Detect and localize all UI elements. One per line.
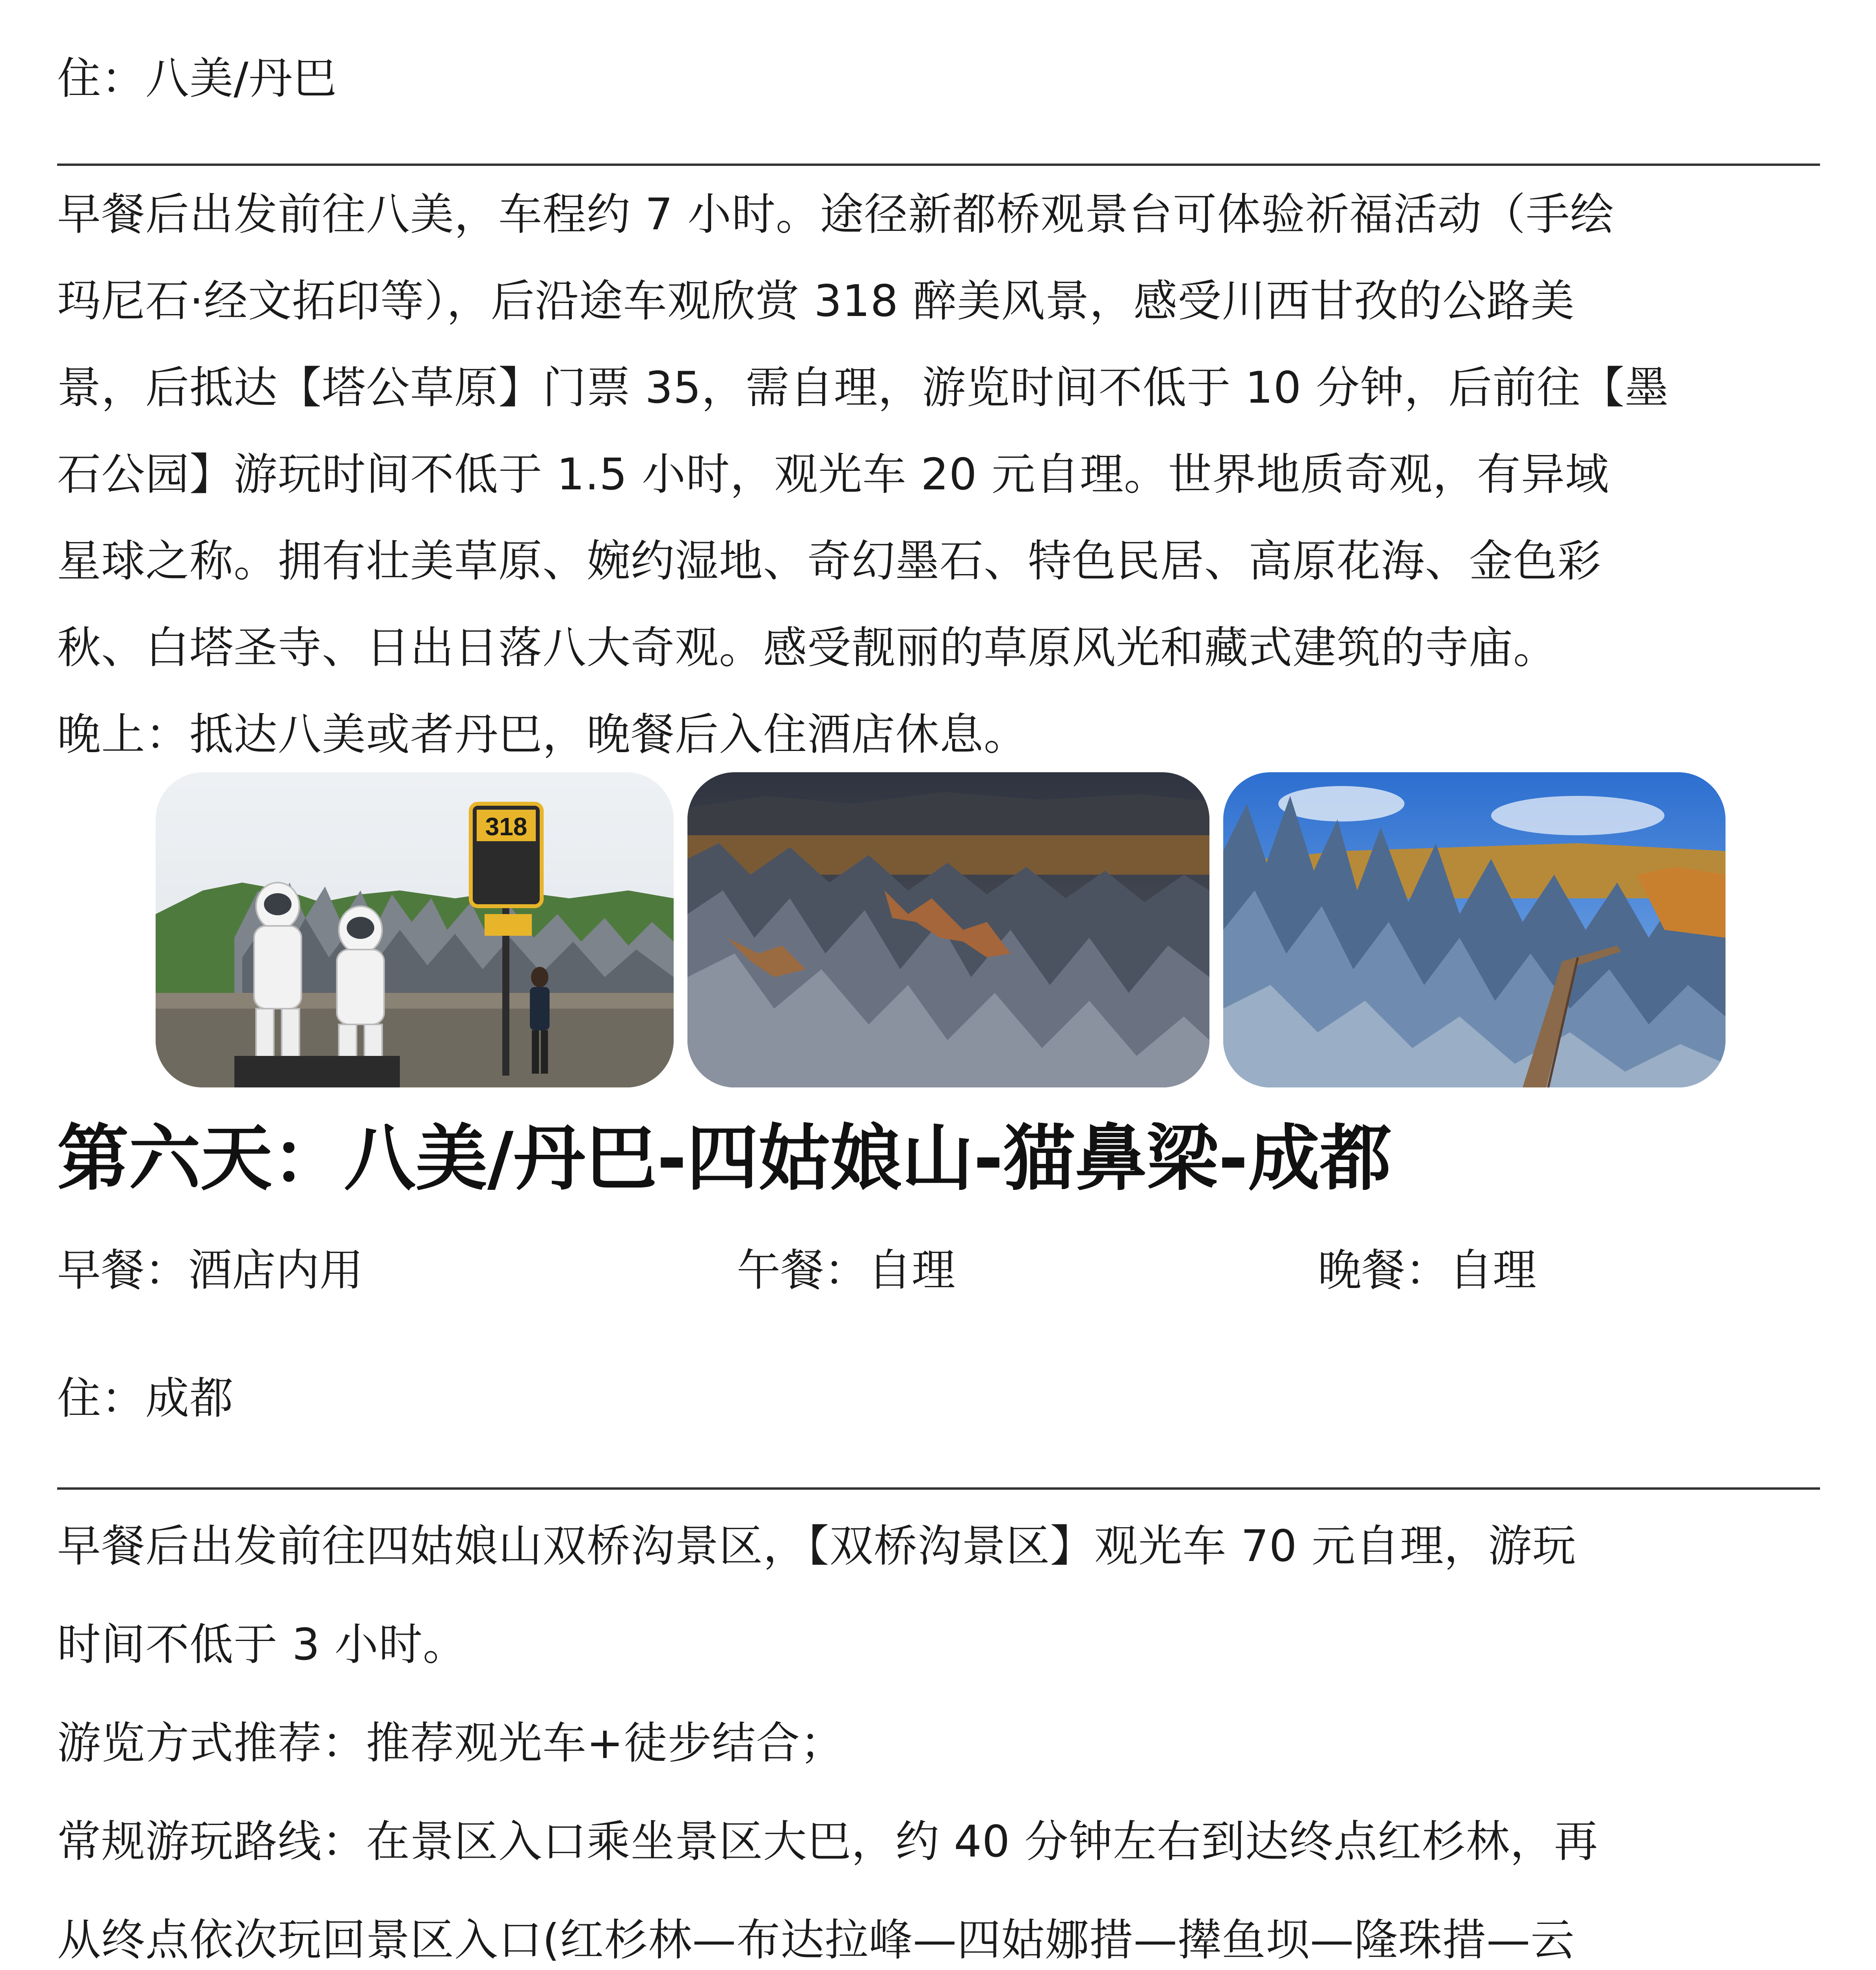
day6-line-2: 时间不低于 3 小时。 bbox=[57, 1619, 467, 1670]
day5-line-2: 玛尼石·经文拓印等），后沿途车观欣赏 318 醉美风景，感受川西甘孜的公路美 bbox=[57, 276, 1575, 327]
day6-line-5: 从终点依次玩回景区入口(红杉林—布达拉峰—四姑娜措—撵鱼坝—隆珠措—云 bbox=[57, 1915, 1575, 1966]
day6-lunch: 午餐：自理 bbox=[737, 1245, 956, 1296]
day5-line-4: 石公园】游玩时间不低于 1.5 小时，观光车 20 元自理。世界地质奇观，有异域 bbox=[57, 449, 1609, 500]
day6-line-1: 早餐后出发前往四姑娘山双桥沟景区，【双桥沟景区】观光车 70 元自理，游玩 bbox=[57, 1521, 1577, 1572]
divider bbox=[57, 1487, 1820, 1490]
day5-line-3: 景，后抵达【塔公草原】门票 35，需自理，游览时间不低于 10 分钟，后前往【墨 bbox=[57, 362, 1669, 413]
day5-line-6: 秋、白塔圣寺、日出日落八大奇观。感受靓丽的草原风光和藏式建筑的寺庙。 bbox=[57, 623, 1558, 673]
day5-line-5: 星球之称。拥有壮美草原、婉约湿地、奇幻墨石、特色民居、高原花海、金色彩 bbox=[57, 536, 1602, 587]
day5-line-7: 晚上：抵达八美或者丹巴，晚餐后入住酒店休息。 bbox=[57, 709, 1028, 760]
photo-318-sign bbox=[156, 772, 674, 1087]
day6-dinner: 晚餐：自理 bbox=[1318, 1245, 1537, 1296]
day6-line-3: 游览方式推荐：推荐观光车+徒步结合； bbox=[57, 1718, 845, 1769]
day5-line-1: 早餐后出发前往八美，车程约 7 小时。途径新都桥观景台可体验祈福活动（手绘 bbox=[57, 189, 1614, 240]
day6-breakfast: 早餐：酒店内用 bbox=[57, 1245, 364, 1296]
day6-line-4: 常规游玩路线：在景区入口乘坐景区大巴，约 40 分钟左右到达终点红杉林，再 bbox=[57, 1816, 1598, 1867]
divider bbox=[57, 164, 1820, 166]
photo-stone-forest-dusk bbox=[687, 772, 1209, 1087]
day5-stay: 住：八美/丹巴 bbox=[57, 53, 337, 104]
photo-stone-forest-boardwalk bbox=[1223, 772, 1726, 1087]
day6-stay: 住：成都 bbox=[57, 1373, 234, 1424]
day6-title: 第六天：八美/丹巴-四姑娘山-猫鼻梁-成都 bbox=[57, 1117, 1392, 1200]
sign-number: 318 bbox=[485, 812, 528, 841]
